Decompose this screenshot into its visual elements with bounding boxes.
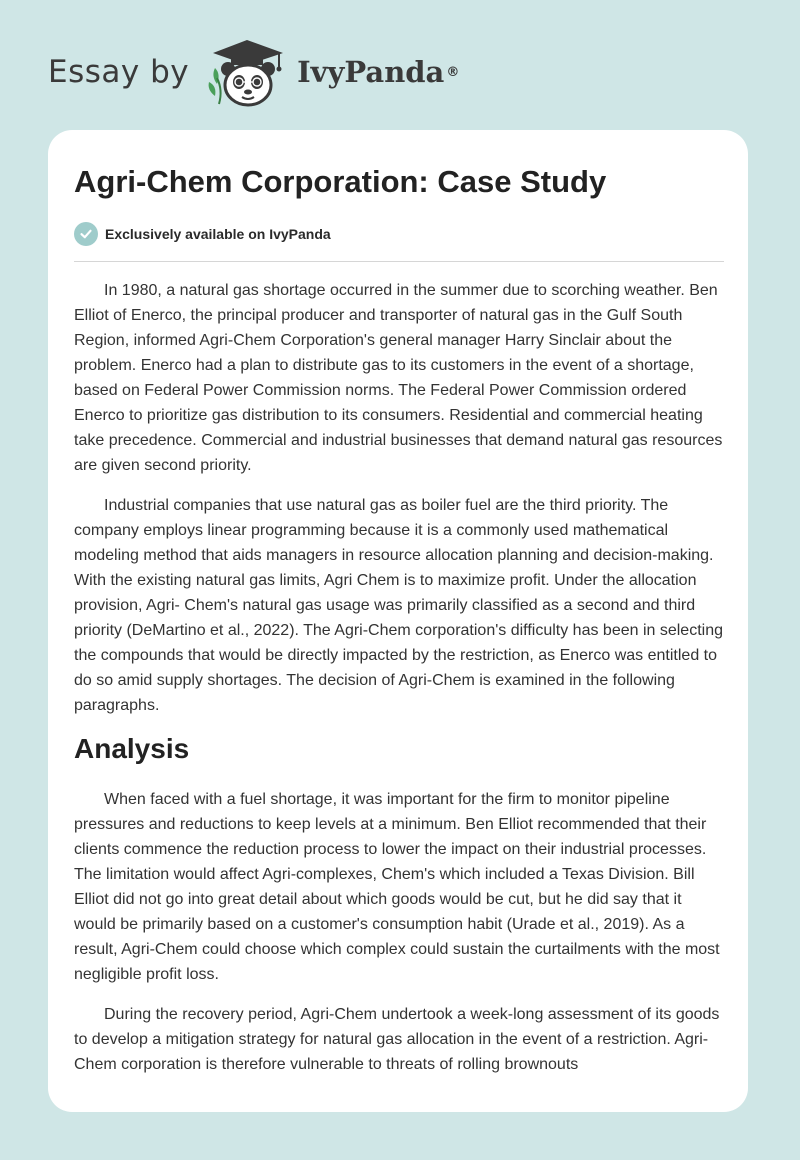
article-body (74, 278, 726, 1092)
page-title: Agri-Chem Corporation: Case Study (74, 164, 607, 199)
paragraph: When faced with a fuel shortage, it was important for the firm to monitor pipeline pressures and reductions to keep levels at a minimum. Ben Elliot recommended that their clients commence the reduction process to lower the impact on their industrial processes. The limitation would affect Agri-complexes, Chem's which included a Texas Division. Bill Elliot did not go into great detail about which goods would be cut, but he did say that it would be primarily based on a customer's consumption habit (Urade et al., 2019). As a result, Agri-Chem could choose which complex could sustain the curtailments with the most negligible profit loss. (74, 791, 720, 983)
ivypanda-logo-icon[interactable] (201, 34, 293, 110)
site-header (48, 32, 459, 112)
check-circle-icon (74, 222, 98, 246)
essay-by-label: Essay by (48, 54, 190, 90)
exclusive-label: Exclusively available on IvyPanda (105, 226, 331, 242)
brand-name[interactable]: IvyPanda (297, 55, 445, 89)
article-card (48, 130, 748, 1112)
paragraph: In 1980, a natural gas shortage occurred in the summer due to scorching weather. Ben Elliot of Enerco, the principal producer and transporter of natural gas in the Gulf South Region, informed Agri-Chem Corporation's general manager Harry Sinclair about the problem. Enerco had a plan to distribute gas to its customers in the event of a shortage, based on Federal Power Commission norms. The Federal Power Commission ordered Enerco to prioritize gas distribution to its consumers. Residential and commercial heating take precedence. Commercial and industrial businesses that demand natural gas resources are given second priority. (74, 282, 723, 474)
registered-mark: ® (446, 64, 460, 80)
exclusive-badge (74, 222, 331, 246)
divider (74, 261, 724, 262)
paragraph: Industrial companies that use natural gas as boiler fuel are the third priority. The company employs linear programming because it is a commonly used mathematical modeling method that aids managers in resource allocation planning and decision-making. With the existing natural gas limits, Agri Chem is to maximize profit. Under the allocation provision, Agri- Chem's natural gas usage was primarily classified as a second and third priority (DeMartino et al., 2022). The Agri-Chem corporation's difficulty has been in selecting the compounds that would be directly impacted by the restriction, as Enerco was entitled to do so amid supply shortages. The decision of Agri-Chem is examined in the following paragraphs. (74, 497, 723, 714)
paragraph: During the recovery period, Agri-Chem undertook a week-long assessment of its goods to develop a mitigation strategy for natural gas allocation in the event of a restriction. Agri-Chem corporation is therefore vulnerable to threats of rolling brownouts (74, 1006, 720, 1073)
section-heading-analysis: Analysis (74, 733, 190, 764)
